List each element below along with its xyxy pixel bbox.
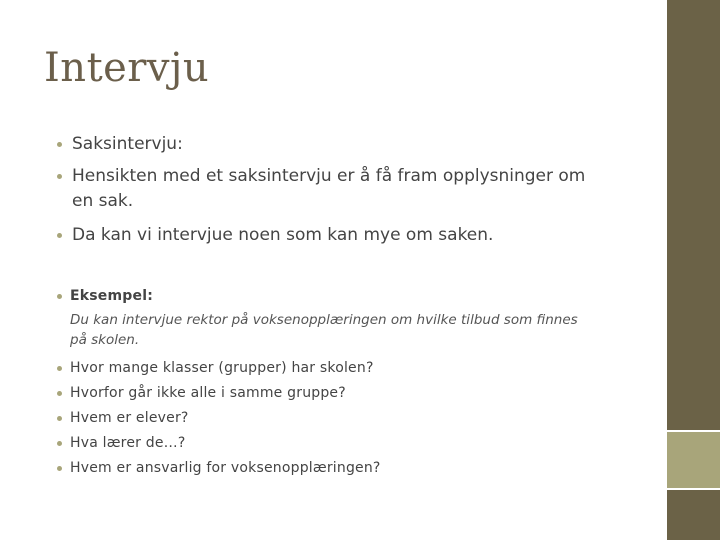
question-item: Hva lærer de…? bbox=[70, 435, 186, 451]
question-item: Hvem er ansvarlig for voksenopplæringen? bbox=[70, 460, 381, 476]
bullet-dot bbox=[57, 391, 62, 396]
example-text-cont: på skolen. bbox=[70, 332, 140, 348]
bullet-hensikten: Hensikten med et saksintervju er å få fram opplysninger om bbox=[72, 166, 586, 186]
bullet-dot bbox=[57, 233, 62, 238]
right-band-top bbox=[667, 0, 720, 430]
example-label: Eksempel: bbox=[70, 288, 154, 304]
bullet-dot bbox=[57, 294, 62, 299]
slide-title: Intervju bbox=[44, 45, 210, 91]
question-item: Hvor mange klasser (grupper) har skolen? bbox=[70, 360, 374, 376]
bullet-dot bbox=[57, 466, 62, 471]
bullet-hensikten-cont: en sak. bbox=[72, 191, 134, 211]
bullet-saksintervju: Saksintervju: bbox=[72, 134, 183, 154]
bullet-dot bbox=[57, 142, 62, 147]
bullet-dot bbox=[57, 366, 62, 371]
right-band-bottom bbox=[667, 490, 720, 540]
bullet-da-kan-vi: Da kan vi intervjue noen som kan mye om saken. bbox=[72, 225, 494, 245]
question-item: Hvem er elever? bbox=[70, 410, 189, 426]
bullet-dot bbox=[57, 174, 62, 179]
question-item: Hvorfor går ikke alle i samme gruppe? bbox=[70, 385, 346, 401]
right-band-accent bbox=[667, 432, 720, 488]
bullet-dot bbox=[57, 416, 62, 421]
bullet-dot bbox=[57, 441, 62, 446]
example-text: Du kan intervjue rektor på voksenopplæringen om hvilke tilbud som finnes bbox=[70, 312, 578, 328]
